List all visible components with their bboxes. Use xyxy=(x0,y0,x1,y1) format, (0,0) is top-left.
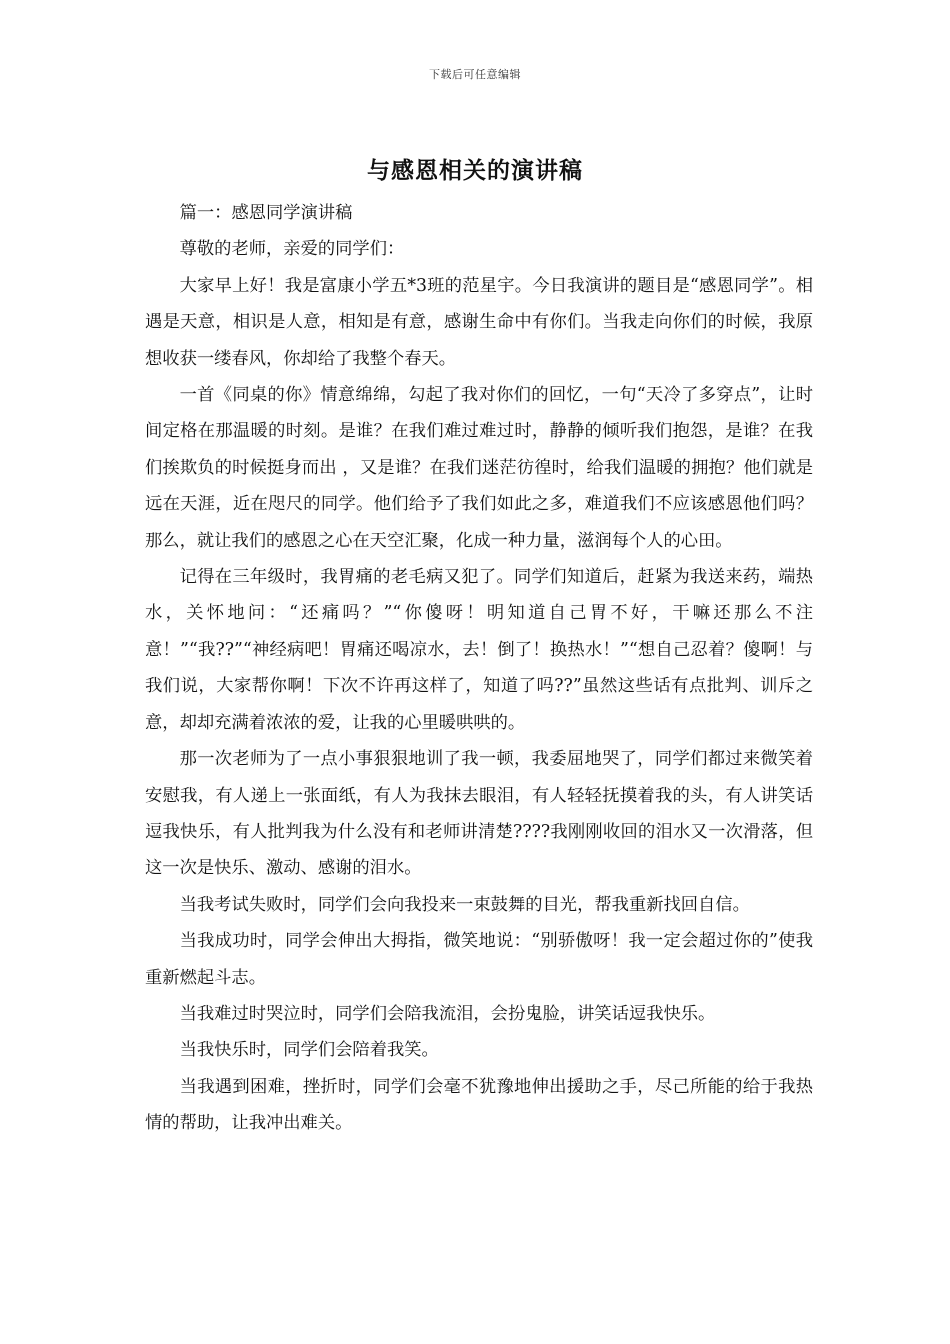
paragraph: 那一次老师为了一点小事狠狠地训了我一顿，我委屈地哭了，同学们都过来微笑着安慰我，有人递上一张面纸，有人为我抹去眼泪，有人轻轻抚摸着我的头，有人讲笑话逗我快乐，有人批判我为什么没有和老师讲清楚????我刚刚收回的泪水又一次滑落，但这一次是快乐、激动、感谢的泪水。 xyxy=(145,749,813,879)
paragraph: 当我快乐时，同学们会陪着我笑。 xyxy=(179,1040,439,1061)
paragraph: 当我成功时，同学会伸出大拇指，微笑地说：“别骄傲呀！我一定会超过你的”使我重新燃起斗志。 xyxy=(145,931,813,988)
paragraph: 一首《同桌的你》情意绵绵，勾起了我对你们的回忆，一句“天冷了多穿点”，让时间定格在那温暖的时刻。是谁？在我们难过难过时，静静的倾听我们抱怨，是谁？在我们挨欺负的时候挺身而出 ，又是谁？在我们迷茫彷徨时，给我们温暖的拥抱？他们就是远在天涯，近在咫尺的同学。他们给予了我们如此之多，难道我们不应该感恩他们吗？那么，就让我们的感恩之心在天空汇聚，化成一种力量，滋润每个人的心田。 xyxy=(145,385,813,551)
document-title: 与感恩相关的演讲稿 xyxy=(367,157,583,184)
paragraph: 当我难过时哭泣时，同学们会陪我流泪，会扮鬼脸，讲笑话逗我快乐。 xyxy=(179,1003,716,1024)
paragraph: 大家早上好！我是富康小学五*3班的范星宇。今日我演讲的题目是“感恩同学”。相遇是天意，相识是人意，相知是有意，感谢生命中有你们。当我走向你们的时候，我原想收获一缕春风，你却给了我整个春天。 xyxy=(145,275,813,369)
section-heading: 篇一：感恩同学演讲稿 xyxy=(179,203,353,223)
paragraph: 当我考试失败时，同学们会向我投来一束鼓舞的目光，帮我重新找回自信。 xyxy=(179,894,750,915)
paragraph: 记得在三年级时，我胃痛的老毛病又犯了。同学们知道后，赶紧为我送来药，端热水，关怀地问：“还痛吗？”“你傻呀！明知道自己胃不好，干嘛还那么不注意！”“我??”“神经病吧！胃痛还喝凉水，去！倒了！换热水！”“想自己忍着？傻啊！与我们说，大家帮你啊！下次不许再这样了，知道了吗??”虽然这些话有点批判、训斥之意，却却充满着浓浓的爱，让我的心里暖哄哄的。 xyxy=(145,567,813,733)
salutation: 尊敬的老师，亲爱的同学们： xyxy=(179,239,405,260)
paragraph: 当我遇到困难，挫折时，同学们会毫不犹豫地伸出援助之手，尽己所能的给于我热情的帮助，让我冲出难关。 xyxy=(145,1076,813,1134)
document-body xyxy=(145,195,813,1142)
header-note: 下载后可任意编辑 xyxy=(429,68,521,81)
